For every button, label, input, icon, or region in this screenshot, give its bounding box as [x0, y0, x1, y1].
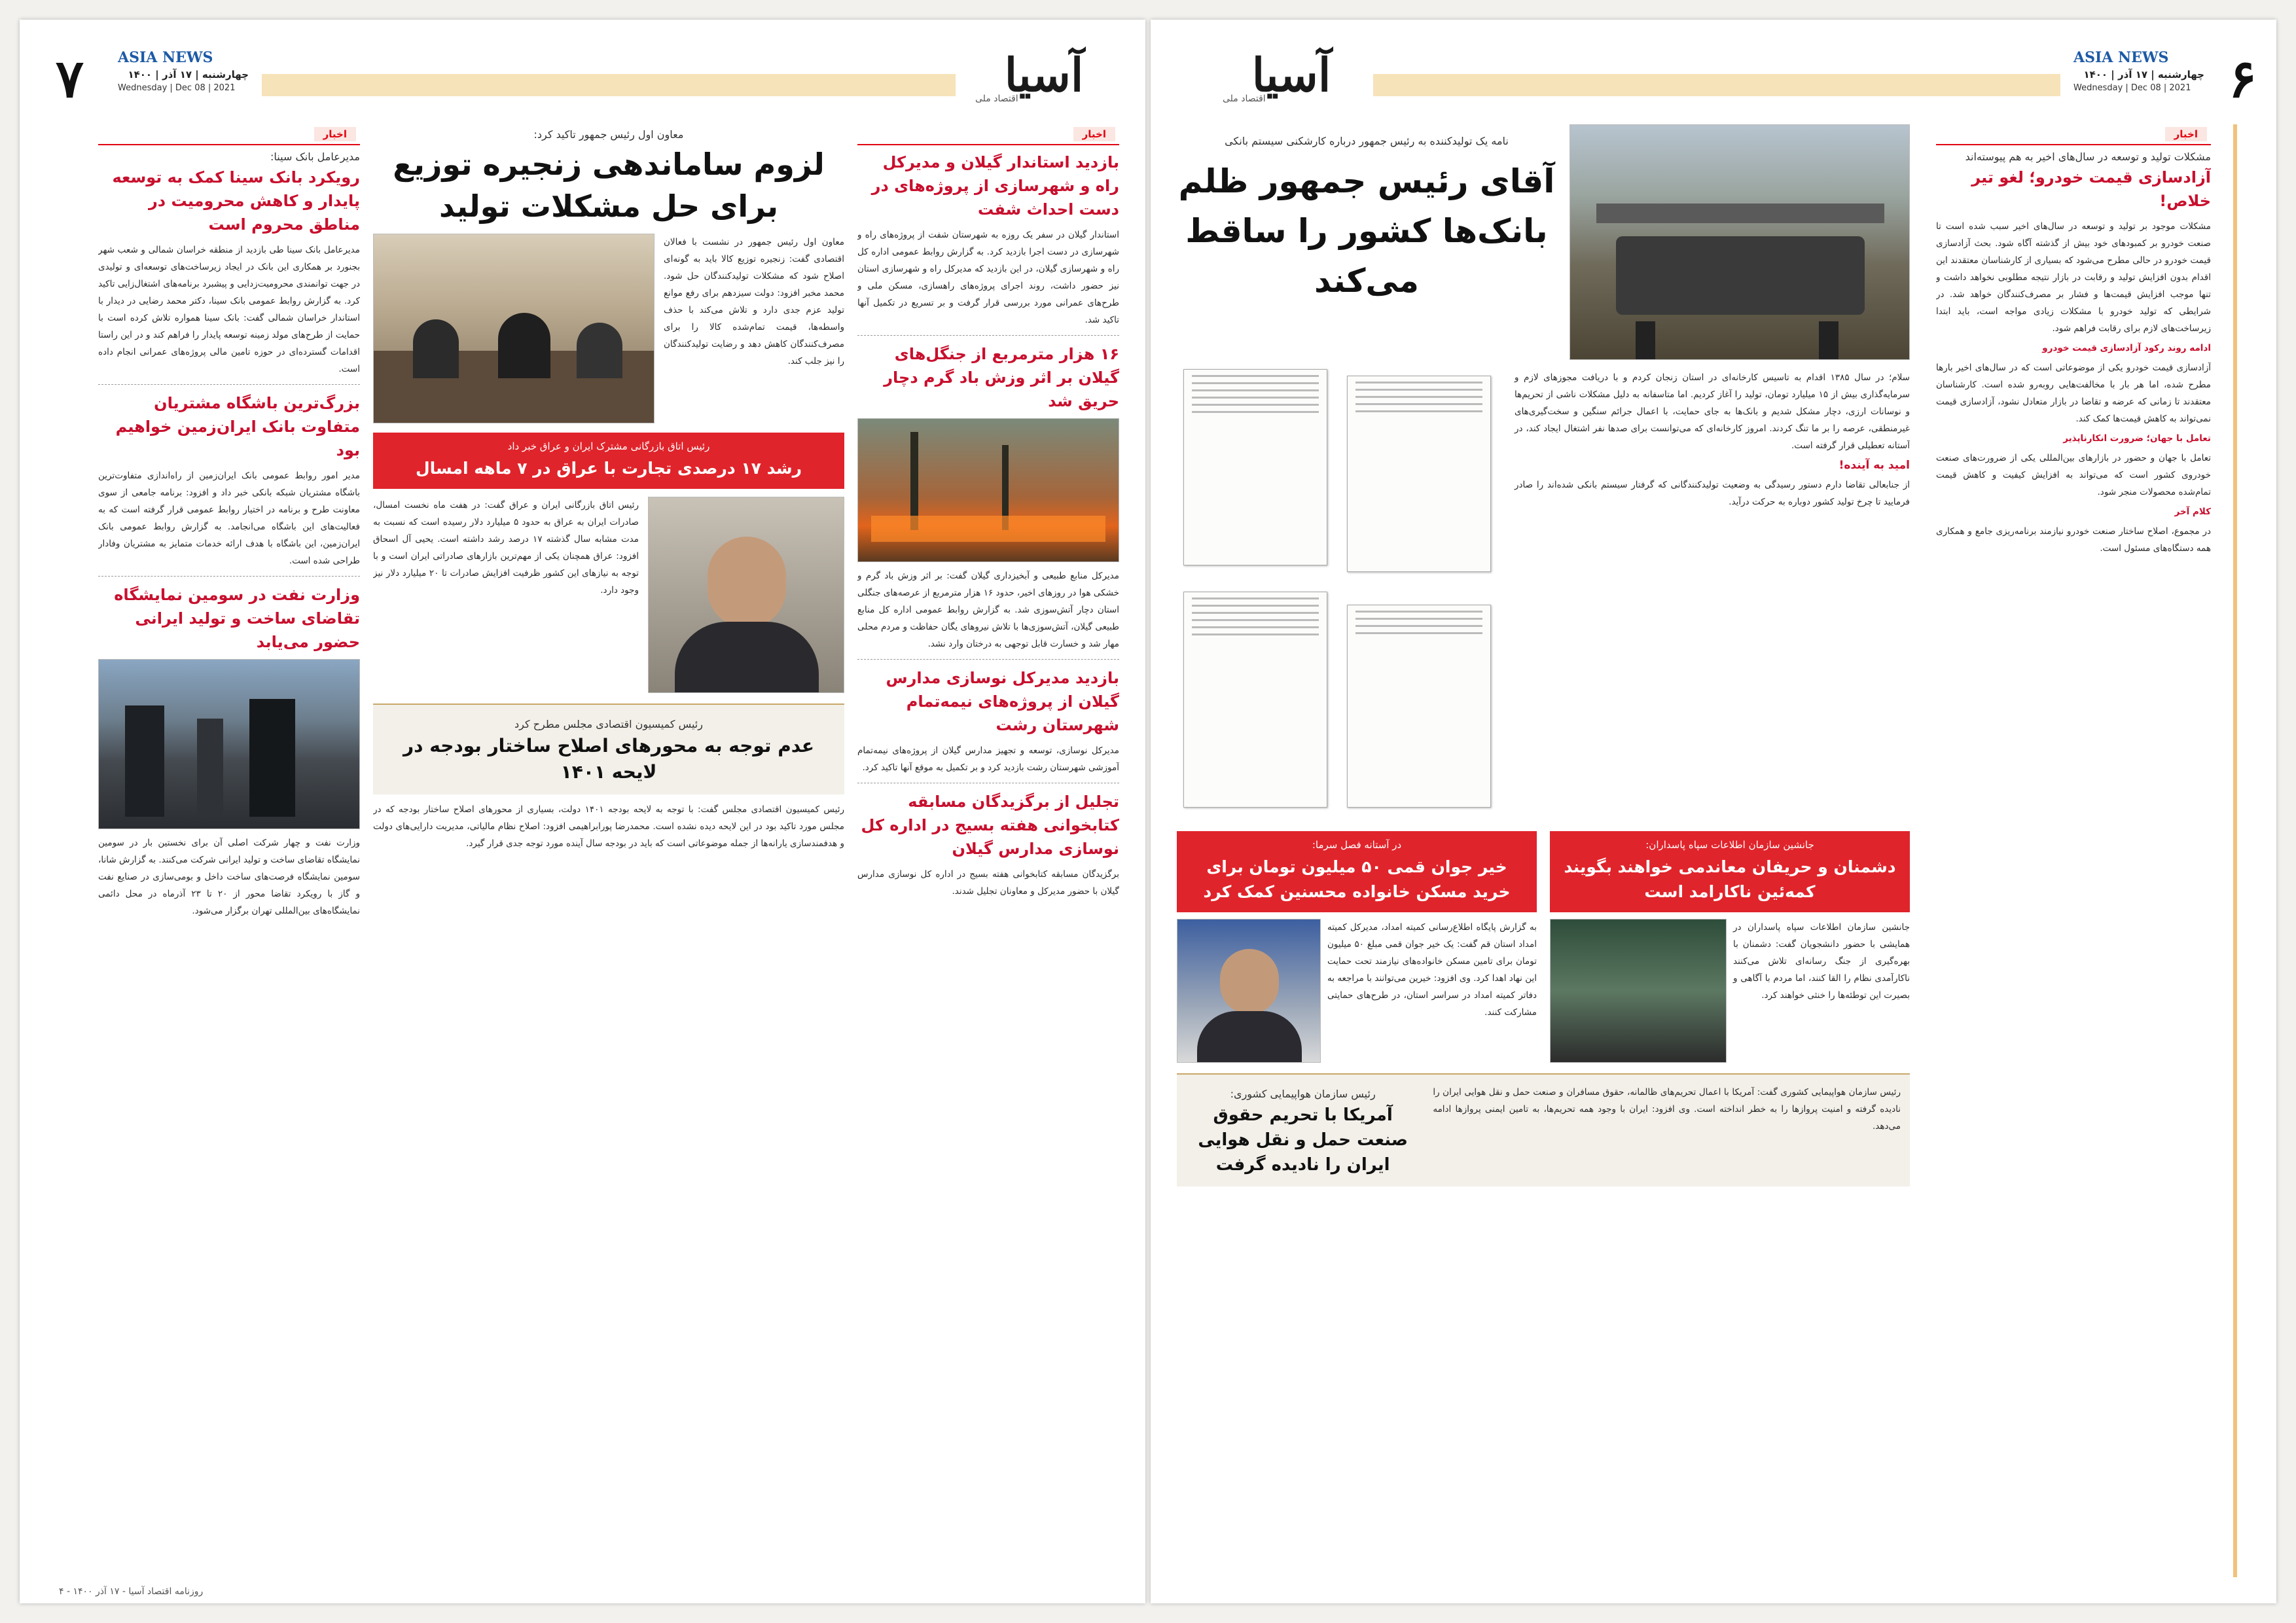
- header-bar: [1373, 74, 2060, 96]
- logo: [1216, 49, 1367, 108]
- article-body: مدیر امور روابط عمومی بانک ایران‌زمین از راه‌اندازی متفاوت‌ترین باشگاه مشتریان شبکه بانکی خبر داد و افزود: برنامه جامعی از سوی معاونت طرح و برنامه در اختیار روابط عمومی قرار گرفته است که به فعالیت‌های این باشگاه می‌انجامد. به گزارش روابط عمومی بانک ایران‌زمین، این باشگاه با هدف ارائه خدمات متمایز به مشتریان وفادار طراحی شده است.: [98, 471, 360, 566]
- article-body: مدیرعامل بانک سینا طی بازدید از منطقه خراسان شمالی و شعب شهر بجنورد بر همکاری این بانک در ایجاد زیرساخت‌های توسعه‌ای و تولیدی در جهت توانمندی محرومیت‌زدایی و پیشبرد برنامه‌های اشتغال‌زایی تاکید کرد. به گزارش روابط عمومی بانک سینا، دکتر محمد رضایی در دیدار با استاندار خراسان شمالی گفت: بانک سینا همواره تلاش کرده است با حمایت از طرح‌های مولد زمینه توسعه پایدار را فراهم کند و در این راستا اقدامات گسترده‌ای در حوزه تامین مالی پروژه‌های عمرانی انجام داده است.: [98, 245, 360, 374]
- date-fa: چهارشنبه | ۱۷ آذر | ۱۴۰۰: [2083, 69, 2204, 80]
- photo-forest-fire: [857, 418, 1119, 562]
- red-headline-box: [1550, 831, 1910, 912]
- article-body: مدیرکل منابع طبیعی و آبخیزداری گیلان گفت: بر اثر وزش باد گرم و خشکی هوا در روزهای اخیر، حدود ۱۶ هزار مترمربع از عرصه‌های جنگلی استان دچار آتش‌سوزی شد. به گزارش روابط عمومی اداره کل منابع طبیعی گیلان، آتش‌سوزی‌ها با تلاش نیروهای یگان حفاظت و مردم محلی مهار شد و خسارت قابل توجهی به درختان وارد نشد.: [857, 571, 1119, 649]
- headline: خیر جوان قمی ۵۰ میلیون تومان برای خرید مسکن خانواده محسنین کمک کرد: [1203, 857, 1511, 901]
- side-accent: [2233, 124, 2237, 1577]
- kicker: جانشین سازمان اطلاعات سپاه پاسداران:: [1645, 839, 1814, 851]
- document-scan: [1183, 369, 1327, 565]
- kicker: رئیس کمیسیون اقتصادی مجلس مطرح کرد: [514, 718, 703, 730]
- column-right-2: [1177, 124, 1910, 1577]
- page-footer: روزنامه اقتصاد آسیا - ۱۷ آذر ۱۴۰۰ - ۴: [59, 1586, 204, 1597]
- kicker: مشکلات تولید و توسعه در سال‌های اخیر به‌ هم پیوسته‌اند: [1965, 151, 2211, 163]
- document-scan: [1347, 376, 1491, 572]
- headline: وزارت نفت در سومین نمایشگاه تقاضای ساخت و تولید ایرانی حضور می‌یابد: [114, 586, 360, 651]
- headline: رشد ۱۷ درصدی تجارت با عراق در ۷ ماهه امسال: [415, 459, 802, 478]
- photo-official: [1177, 919, 1321, 1063]
- document-scan: [1347, 605, 1491, 808]
- brand-latin: ASIA NEWS: [2073, 49, 2169, 66]
- document-scan: [1183, 592, 1327, 808]
- page-7: [20, 20, 1145, 1603]
- subhead: امید به آینده!: [1839, 459, 1910, 472]
- article-body: به گزارش پایگاه اطلاع‌رسانی کمیته امداد، مدیرکل کمیته امداد استان قم گفت: یک خیر جوان قمی مبلغ ۵۰ میلیون تومان برای تامین مسکن خانواده‌های نیازمند تحت حمایت این نهاد اهدا کرد. وی افزود: خیرین می‌توانند با مراجعه به دفاتر کمیته امداد در سراسر استان، در طرح‌های حمایتی مشارکت کنند.: [1327, 922, 1537, 1018]
- date-en: Wednesday | Dec 08 | 2021: [118, 83, 236, 93]
- photo-factory: [1570, 124, 1910, 360]
- subhead: ادامه روند رکود آزادسازی قیمت خودرو: [2042, 343, 2211, 353]
- section-label: اخبار: [857, 124, 1119, 145]
- date-fa: چهارشنبه | ۱۷ آذر | ۱۴۰۰: [128, 69, 249, 80]
- column-left-2: [373, 124, 844, 1577]
- column-right-1: [1936, 124, 2211, 1577]
- headline: بازدید مدیرکل نوسازی مدارس گیلان از پروژه‌های نیمه‌تمام شهرستان رشت: [886, 669, 1119, 734]
- section-label: اخبار: [98, 124, 360, 145]
- main-headline: آقای رئیس جمهور ظلم بانک‌ها کشور را ساقط می‌کند: [1178, 162, 1555, 300]
- logo-mark: آسیا: [1004, 48, 1084, 102]
- subhead: کلام آخر: [2174, 507, 2211, 517]
- divider: [98, 384, 360, 385]
- article-body: سلام؛ در سال ۱۳۸۵ اقدام به تاسیس کارخانه‌ای در استان زنجان کردم و با دریافت مجوزهای لازم و سرمایه‌گذاری بیش از ۱۵ میلیارد تومان، تولید را آغاز کردیم. اما متاسفانه به دلیل مشکلات ناشی از تحریم‌ها و نوسانات ارزی، دچار مشکل شدیم و بانک‌ها به جای حمایت، با اعمال جرائم سنگین و سخت‌گیری‌های غیرمنطقی، عرصه را بر ما تنگ کردند. امروز کارخانه‌ای که می‌توانست برای صدها نفر اشتغال ایجاد کند، در آستانه تعطیلی قرار گرفته است. امید به آینده! از جنابعالی تقاضا دارم دستور رسیدگی به وضعیت تولیدکنندگانی که گرفتار سیستم بانکی شده‌اند را صادر فرمایید تا چرخ تولید کشور دوباره به حرکت درآید.: [1515, 372, 1910, 507]
- divider: [857, 659, 1119, 660]
- headline: عدم توجه به محورهای اصلاح ساختار بودجه در لایحه ۱۴۰۱: [403, 735, 815, 783]
- kicker: در آستانه فصل سرما:: [1312, 839, 1402, 851]
- logo-tag: اقتصاد ملی: [1223, 94, 1266, 104]
- photo-portrait: [648, 497, 844, 693]
- divider: [98, 576, 360, 577]
- kicker: رئیس اتاق بازرگانی مشترک ایران و عراق خبر داد: [507, 440, 710, 452]
- headline: بزرگ‌ترین باشگاه مشتریان متفاوت بانک ایران‌زمین خواهیم بود: [115, 394, 360, 459]
- column-left-1: [98, 124, 360, 1577]
- column-left-3: [857, 124, 1119, 1577]
- article-body: معاون اول رئیس جمهور در نشست با فعالان اقتصادی گفت: زنجیره توزیع کالا باید به گونه‌ای اصلاح شود که مشکلات تولیدکنندگان حل شود. محمد مخبر افزود: دولت سیزدهم برای رفع موانع تولید عزم جدی دارد و تلاش می‌کند با حذف واسطه‌ها، قیمت تمام‌شده کالا را برای مصرف‌کنندگان کاهش دهد و رضایت تولیدکنندگان را نیز جلب کند.: [664, 237, 844, 366]
- section-label: اخبار: [1936, 124, 2211, 145]
- page-number: ۷: [56, 48, 84, 109]
- headline: آزادسازی قیمت خودرو؛ لغو تیر خلاص!: [1971, 168, 2211, 210]
- article-body: جانشین سازمان اطلاعات سپاه پاسداران در همایشی با حضور دانشجویان گفت: دشمنان با بهره‌گیری از جنگ رسانه‌ای تلاش می‌کنند ناکارآمدی نظام را القا کنند، اما مردم با آگاهی و بصیرت این توطئه‌ها را خنثی خواهند کرد.: [1733, 922, 1910, 1001]
- main-headline: لزوم ساماندهی زنجیره توزیع برای حل مشکلات تولید: [393, 147, 825, 224]
- article-body: استاندار گیلان در سفر یک روزه به شهرستان شفت از پروژه‌های راه و شهرسازی در دست اجرا بازدید کرد. به گزارش روابط عمومی اداره کل راه و شهرسازی گیلان، در این بازدید که مدیرکل راه و شهرسازی استان نیز حضور داشت، روند اجرای پروژه‌های راهسازی، مسکن ملی و طرح‌های عمرانی مورد بررسی قرار گرفت و بر تسریع در تکمیل آنها تاکید شد.: [857, 230, 1119, 325]
- article-body: رئیس اتاق بازرگانی ایران و عراق گفت: در هفت ماه نخست امسال، صادرات ایران به عراق به حدود ۵ میلیارد دلار رسیده است که نسبت به مدت مشابه سال گذشته ۱۷ درصد رشد داشته است. یحیی آل اسحاق افزود: عراق همچنان یکی از مهم‌ترین بازارهای صادراتی ایران است و با توجه به نیازهای این کشور ظرفیت افزایش صادرات تا ۲۰ میلیارد دلار نیز وجود دارد.: [373, 500, 639, 596]
- red-headline-box: [1177, 831, 1537, 912]
- logo-tag: اقتصاد ملی: [975, 94, 1018, 104]
- headline: رویکرد بانک سینا کمک به توسعه پایدار و کاهش محرومیت در مناطق محروم است: [112, 168, 360, 234]
- red-headline-box: [373, 433, 844, 489]
- grey-headline-box: [1177, 1073, 1910, 1186]
- page-6: [1151, 20, 2276, 1603]
- article-body: رئیس سازمان هواپیمایی کشوری گفت: آمریکا با اعمال تحریم‌های ظالمانه، حقوق مسافران و صنعت حمل و نقل هوایی ایران را نادیده گرفته و امنیت پروازها را به خطر انداخته است. وی افزود: ایران با وجود همه تحریم‌ها، به تامین ایمنی پروازها ادامه می‌دهد.: [1433, 1087, 1901, 1132]
- photo-meeting: [373, 234, 655, 423]
- date-en: Wednesday | Dec 08 | 2021: [2073, 83, 2191, 93]
- photo-conference: [1550, 919, 1727, 1063]
- grey-headline-box: [373, 704, 844, 794]
- headline: آمریکا با تحریم حقوق صنعت حمل و نقل هوایی ایران را نادیده گرفت: [1198, 1105, 1408, 1175]
- article-body: مدیرکل نوسازی، توسعه و تجهیز مدارس گیلان از پروژه‌های نیمه‌تمام آموزشی شهرستان رشت بازدید کرد و بر تکمیل به موقع آنها تاکید کرد.: [857, 745, 1119, 773]
- header-bar: [262, 74, 956, 96]
- photo-exhibition: [98, 659, 360, 829]
- masthead-right: [1151, 49, 2276, 111]
- subhead: تعامل با جهان؛ ضرورت انکارناپذیر: [2063, 433, 2211, 444]
- kicker: رئیس سازمان هواپیمایی کشوری:: [1230, 1088, 1376, 1100]
- headline: بازدید استاندار گیلان و مدیرکل راه و شهرسازی از پروژه‌های در دست احداث شفت: [871, 153, 1119, 219]
- kicker: مدیرعامل بانک سینا:: [270, 151, 360, 163]
- headline: دشمنان و حریفان معاندمی خواهند بگویند کمه‌ئین ناکارامد است: [1564, 857, 1896, 901]
- brand-latin: ASIA NEWS: [118, 49, 213, 66]
- article-body: رئیس کمیسیون اقتصادی مجلس گفت: با توجه به لایحه بودجه ۱۴۰۱ دولت، بسیاری از محورهای اصلاح ساختار بودجه که در مجلس مورد تاکید بود در این لایحه دیده نشده است. محمدرضا پورابراهیمی افزود: اصلاح نظام مالیاتی، مدیریت دارایی‌های دولت و هدفمندسازی یارانه‌ها از جمله موضوعاتی است که باید در بودجه سال آینده مورد توجه جدی قرار گیرد.: [373, 804, 844, 849]
- issue-info: [118, 49, 249, 108]
- article-body: مشکلات موجود بر تولید و توسعه در سال‌های اخیر سبب شده است تا صنعت خودرو بر کمبودهای خود بیش از گذشته آگاه شود. بحث آزادسازی قیمت خودرو در حالی مطرح می‌شود که بسیاری از کارشناسان معتقدند این اقدام بدون افزایش تولید و رقابت در بازار نتیجه مطلوبی نخواهد داشت و تنها موجب افزایش قیمت‌ها و فشار بر مصرف‌کنندگان خواهد شد. در شرایطی که تولید خودرو با مشکلات زیادی مواجه است، باید ابتدا زیرساخت‌های لازم برای رقابت فراهم شود. ادامه روند رکود آزادسازی قیمت خودرو آزادسازی قیمت خودرو یکی از موضوعاتی است که در سال‌های اخیر بارها مطرح شده، اما هر بار با مخالفت‌هایی روبه‌رو شده است. کارشناسان معتقدند تا زمانی که عرضه و تقاضا در بازار متعادل نشود، آزادسازی قیمت نمی‌تواند به کاهش قیمت‌ها کمک کند. تعامل با جهان؛ ضرورت انکارناپذیر تعامل با جهان و حضور در بازارهای بین‌المللی یکی از ضرورت‌های صنعت خودروی کشور است که می‌تواند به افزایش کیفیت و کاهش قیمت تمام‌شده محصولات منجر شود. کلام آخر در مجموع، اصلاح ساختار صنعت خودرو نیازمند برنامه‌ریزی جامع و همکاری همه دستگاه‌های مسئول است.: [1936, 221, 2211, 554]
- kicker: نامه یک تولیدکننده به رئیس جمهور درباره کارشکنی سیستم بانکی: [1225, 135, 1509, 147]
- article-box-1: [1177, 831, 1537, 1063]
- logo: [969, 49, 1119, 108]
- article-box-2: [1550, 831, 1910, 1063]
- kicker: معاون اول رئیس جمهور تاکید کرد:: [533, 128, 684, 141]
- page-number: ۶: [2229, 48, 2257, 109]
- divider: [857, 335, 1119, 336]
- logo-mark: آسیا: [1251, 48, 1331, 102]
- headline: تجلیل از برگزیدگان مسابقه کتابخوانی هفته بسیج در اداره کل نوسازی مدارس گیلان: [861, 793, 1119, 858]
- article-body: برگزیدگان مسابقه کتابخوانی هفته بسیج در اداره کل نوسازی مدارس گیلان با حضور مدیرکل و معاونان تجلیل شدند.: [857, 869, 1119, 897]
- scanned-documents: [1177, 369, 1504, 821]
- headline: ۱۶ هزار مترمربع از جنگل‌های گیلان بر اثر وزش باد گرم دچار حریق شد: [884, 345, 1119, 410]
- masthead-left: [20, 49, 1145, 111]
- article-body: وزارت نفت و چهار شرکت اصلی آن برای نخستین بار در سومین نمایشگاه تقاضای ساخت و تولید ایرانی شرکت می‌کنند. به گزارش شانا، سومین نمایشگاه فرصت‌های ساخت داخل و بومی‌سازی در صنایع نفت و گاز با رویکرد تقاضا محور از ۲۰ تا ۲۳ آذرماه در محل دائمی نمایشگاه‌های بین‌المللی تهران برگزار می‌شود.: [98, 838, 360, 916]
- issue-info: [2073, 49, 2204, 108]
